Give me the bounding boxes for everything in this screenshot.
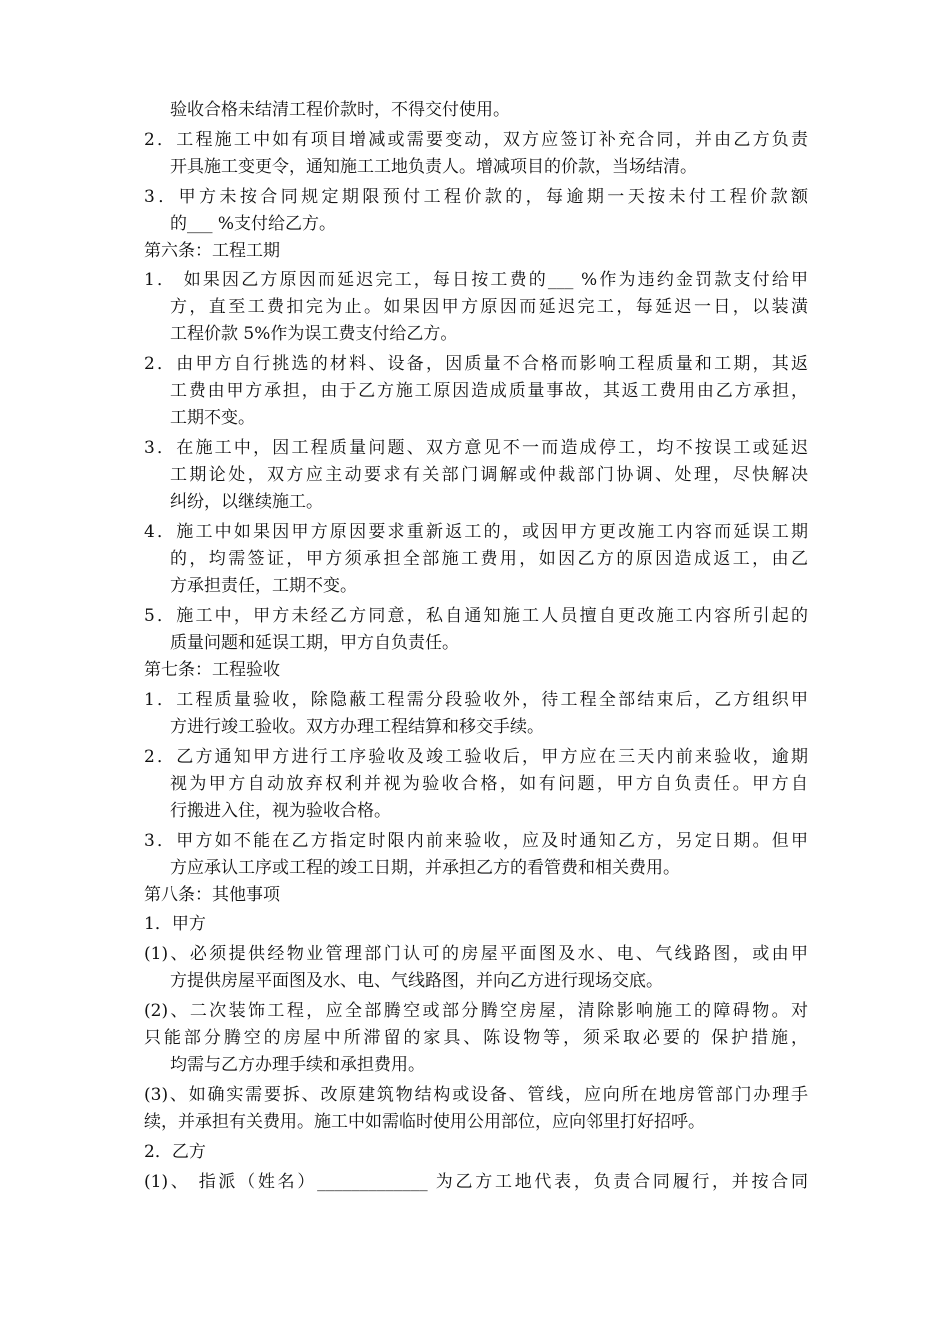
section-heading: 第八条：其他事项 xyxy=(144,885,280,905)
section-heading: 第七条：工程验收 xyxy=(144,660,280,680)
section-heading: 第六条：工程工期 xyxy=(144,241,280,261)
text-line: 的，均需签证，甲方须承担全部施工费用，如因乙方的原因造成返工，由乙 xyxy=(170,549,808,569)
text-line: 方，直至工费扣完为止。如果因甲方原因而延迟完工，每延迟一日，以装潢 xyxy=(170,297,808,317)
text-line: 方应承认工序或工程的竣工日期，并承担乙方的看管费和相关费用。 xyxy=(170,858,680,878)
text-line: 工费由甲方承担，由于乙方施工原因造成质量事故，其返工费用由乙方承担， xyxy=(170,381,808,401)
text-line: 3．甲方未按合同规定期限预付工程价款的，每逾期一天按未付工程价款额 xyxy=(144,187,808,207)
text-line: 开具施工变更令，通知施工工地负责人。增减项目的价款，当场结清。 xyxy=(170,157,697,177)
text-line: 2．乙方通知甲方进行工序验收及竣工验收后，甲方应在三天内前来验收，逾期 xyxy=(144,747,808,767)
text-line: 1． 如果因乙方原因而延迟完工，每日按工费的___ %作为违约金罚款支付给甲 xyxy=(144,270,808,290)
text-line: 方承担责任，工期不变。 xyxy=(170,576,357,596)
text-line: 4．施工中如果因甲方原因要求重新返工的，或因甲方更改施工内容而延误工期 xyxy=(144,522,808,542)
text-line: 均需与乙方办理手续和承担费用。 xyxy=(170,1055,425,1075)
text-line: 视为甲方自动放弃权利并视为验收合格，如有问题，甲方自负责任。甲方自 xyxy=(170,774,808,794)
text-line: (3)、如确实需要拆、改原建筑物结构或设备、管线，应向所在地房管部门办理手 xyxy=(144,1085,808,1105)
text-line: 2．工程施工中如有项目增减或需要变动，双方应签订补充合同，并由乙方负责 xyxy=(144,130,808,150)
text-line: 3．在施工中，因工程质量问题、双方意见不一而造成停工，均不按误工或延迟 xyxy=(144,438,808,458)
text-line: 方进行竣工验收。双方办理工程结算和移交手续。 xyxy=(170,717,544,737)
text-line: (1)、必须提供经物业管理部门认可的房屋平面图及水、电、气线路图，或由甲 xyxy=(144,944,808,964)
text-line: 2．乙方 xyxy=(144,1142,206,1162)
text-line: 行搬进入住，视为验收合格。 xyxy=(170,801,391,821)
text-line: 2．由甲方自行挑选的材料、设备，因质量不合格而影响工程质量和工期，其返 xyxy=(144,354,808,374)
text-line: 只能部分腾空的房屋中所滞留的家具、陈设物等，须采取必要的 保护措施， xyxy=(144,1028,808,1048)
text-line: 1．甲方 xyxy=(144,914,206,934)
text-line: 续，并承担有关费用。施工中如需临时使用公用部位，应向邻里打好招呼。 xyxy=(144,1112,705,1132)
text-line: 质量问题和延误工期，甲方自负责任。 xyxy=(170,633,459,653)
text-line: 3．甲方如不能在乙方指定时限内前来验收，应及时通知乙方，另定日期。但甲 xyxy=(144,831,808,851)
text-line: (1)、 指派（姓名）_____________ 为乙方工地代表，负责合同履行，并按合同 xyxy=(144,1172,808,1192)
text-line: 工程价款 5%作为误工费支付给乙方。 xyxy=(170,324,458,344)
text-line: 1．工程质量验收，除隐蔽工程需分段验收外，待工程全部结束后，乙方组织甲 xyxy=(144,690,808,710)
text-line: 工期不变。 xyxy=(170,408,255,428)
text-line: 验收合格未结清工程价款时，不得交付使用。 xyxy=(170,100,510,120)
text-line: 方提供房屋平面图及水、电、气线路图，并向乙方进行现场交底。 xyxy=(170,971,663,991)
text-line: (2)、二次装饰工程，应全部腾空或部分腾空房屋，清除影响施工的障碍物。对 xyxy=(144,1001,808,1021)
text-line: 5．施工中，甲方未经乙方同意，私自通知施工人员擅自更改施工内容所引起的 xyxy=(144,606,808,626)
text-line: 工期论处，双方应主动要求有关部门调解或仲裁部门协调、处理，尽快解决 xyxy=(170,465,808,485)
text-line: 纠纷，以继续施工。 xyxy=(170,492,323,512)
text-line: 的___ %支付给乙方。 xyxy=(170,214,337,234)
